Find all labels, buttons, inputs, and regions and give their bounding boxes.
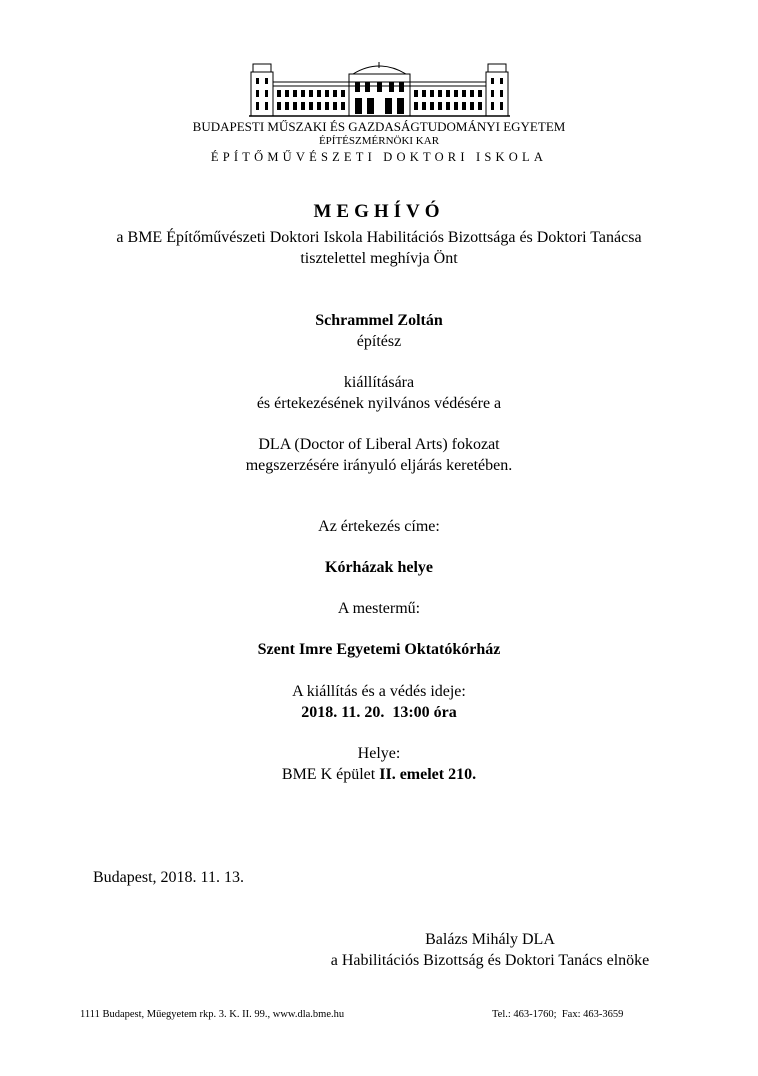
candidate-name: Schrammel Zoltán (315, 312, 443, 329)
bme-building-logo (249, 60, 510, 118)
thesis-title: Kórházak helye (325, 559, 433, 576)
place-and-date: Budapest, 2018. 11. 13. (93, 869, 244, 886)
footer-address: 1111 Budapest, Műegyetem rkp. 3. K. II. 99., www.dla.bme.hu (80, 1009, 345, 1020)
event-line4: megszerzésére irányuló eljárás keretében. (245, 457, 513, 474)
invitation-intro-line2: tisztelettel meghívja Önt (300, 250, 458, 267)
faculty-name: ÉPÍTÉSZMÉRNÖKI KAR (318, 135, 440, 147)
candidate-profession: építész (356, 333, 402, 350)
masterwork-label: A mestermű: (337, 600, 421, 617)
event-line2: és értekezésének nyilvános védésére a (256, 395, 502, 412)
invitation-intro-line1: a BME Építőművészeti Doktori Iskola Habilitációs Bizottsága és Doktori Tanácsa (116, 229, 642, 246)
signature-name: Balázs Mihály DLA (425, 931, 555, 948)
schedule-label: A kiállítás és a védés ideje: (292, 683, 466, 700)
thesis-label: Az értekezés címe: (318, 518, 440, 535)
footer-phone-fax: Tel.: 463-1760; Fax: 463-3659 (492, 1009, 624, 1020)
venue-location (0, 766, 758, 784)
venue-room: II. emelet 210. (379, 766, 477, 783)
university-name: BUDAPESTI MŰSZAKI ÉS GAZDASÁGTUDOMÁNYI EGYETEM (192, 119, 566, 134)
masterwork-title: Szent Imre Egyetemi Oktatókórház (257, 641, 501, 658)
venue-label: Helye: (357, 745, 401, 762)
invitation-title: MEGHÍVÓ (313, 201, 445, 222)
venue-building: BME K épület (281, 766, 376, 783)
event-line1: kiállítására (343, 374, 415, 391)
doctoral-school-name: ÉPÍTŐMŰVÉSZETI DOKTORI ISKOLA (210, 150, 548, 164)
event-line3: DLA (Doctor of Liberal Arts) fokozat (258, 436, 500, 453)
signature-role: a Habilitációs Bizottság és Doktori Tanács elnöke (330, 952, 650, 969)
schedule-datetime: 2018. 11. 20. 13:00 óra (301, 704, 457, 721)
